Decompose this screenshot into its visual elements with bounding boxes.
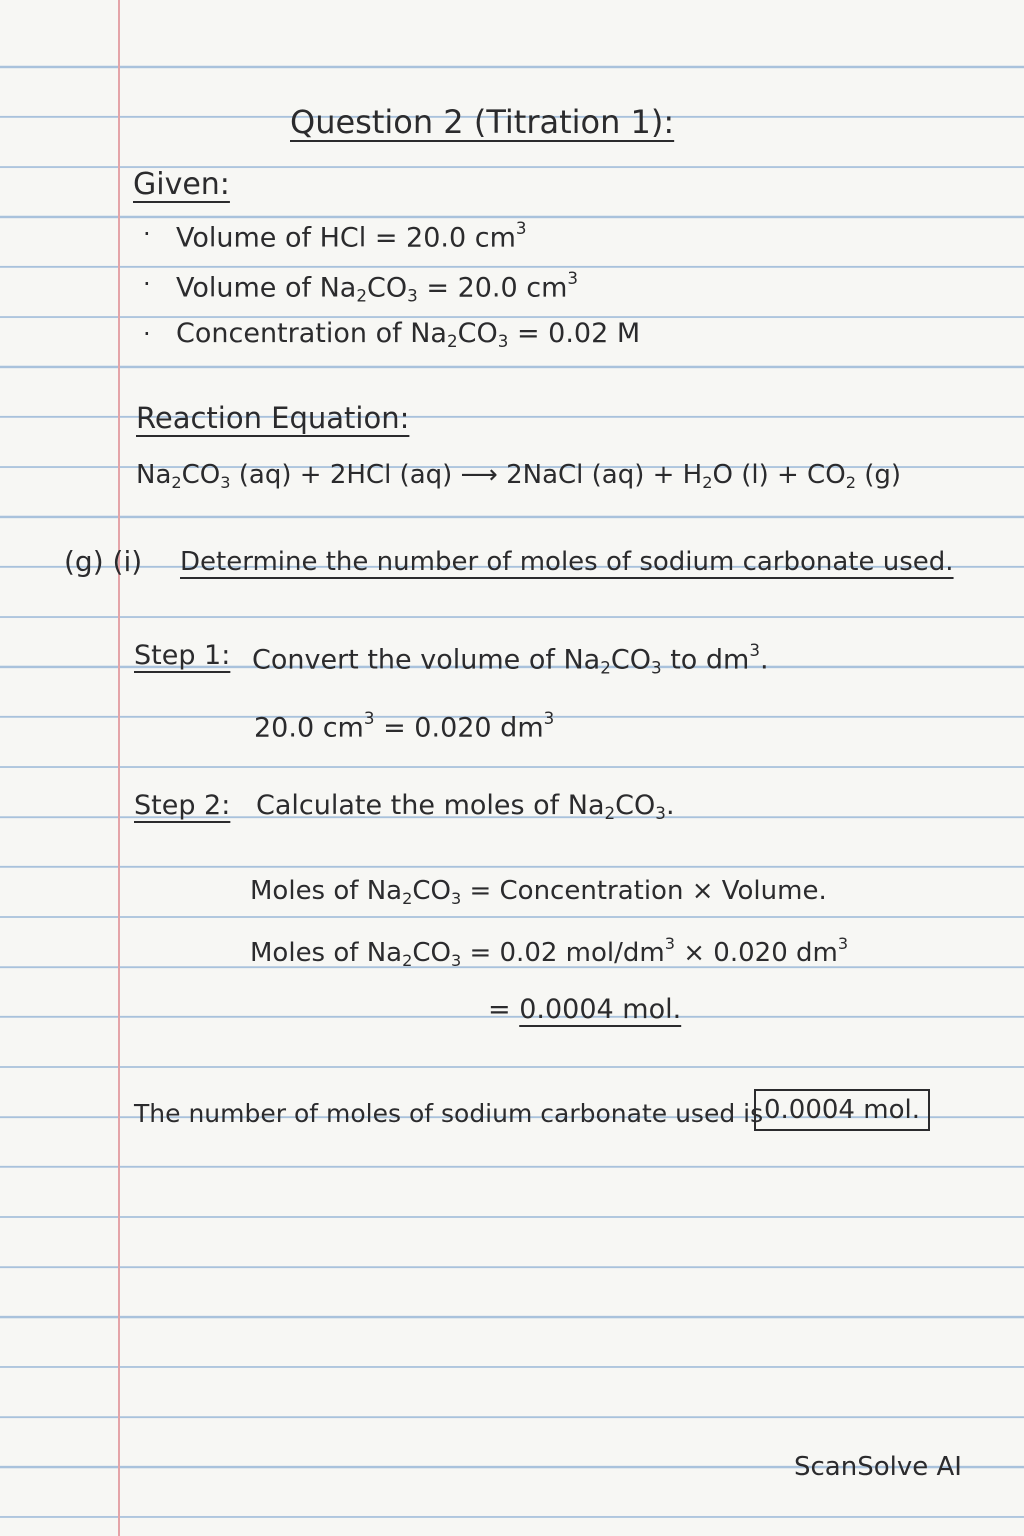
step1-calculation: 20.0 $cm^3 = 0.020$ $dm^3$ [254, 708, 555, 744]
step2-text: Calculate the moles of $Na_2CO_3$. [256, 790, 675, 824]
conclusion-text: The number of moles of sodium carbonate used is [134, 1099, 764, 1128]
margin-line [118, 0, 120, 1536]
question-label: (g) (i) [64, 545, 143, 578]
step2-formula: Moles of $Na_2CO_3$ = Concentration × Volume. [250, 876, 827, 908]
bullet-icon: · [143, 320, 151, 348]
bullet-icon: · [143, 270, 151, 298]
step2-result-value: 0.0004 mol. [519, 994, 682, 1025]
step1-text: Convert the volume of $Na_2CO_3$ to $dm^3$. [252, 640, 769, 678]
given-heading: Given: [133, 167, 230, 202]
answer-box: 0.0004 mol. [754, 1089, 930, 1131]
given-item-na2co3-concentration: Concentration of $Na_2CO_3 = 0.02$ M [176, 318, 641, 352]
page-title: Question 2 (Titration 1): [290, 103, 675, 141]
bullet-icon: · [143, 220, 151, 248]
step1-label: Step 1: [134, 640, 231, 671]
reaction-heading: Reaction Equation: [136, 401, 410, 435]
step2-substitution: Moles of $Na_2CO_3 = 0.02$ mol/$dm^3 \times 0.020$ $dm^3$ [250, 934, 849, 970]
step2-label: Step 2: [134, 790, 231, 821]
watermark: ScanSolve AI [794, 1452, 962, 1482]
given-item-na2co3-volume: Volume of $Na_2CO_3 = 20.0$ $cm^3$ [176, 268, 579, 306]
step2-result: = 0.0004 mol. [488, 994, 682, 1025]
question-text: Determine the number of moles of sodium carbonate used. [180, 547, 954, 577]
reaction-equation: $Na_2CO_3$ (aq) + 2HCl (aq) ⟶ 2NaCl $(aq) + H_2O$ $(l) + CO_2$ (g) [136, 460, 901, 492]
given-item-hcl-volume: Volume of HCl = 20.0 $cm^3$ [176, 218, 527, 254]
